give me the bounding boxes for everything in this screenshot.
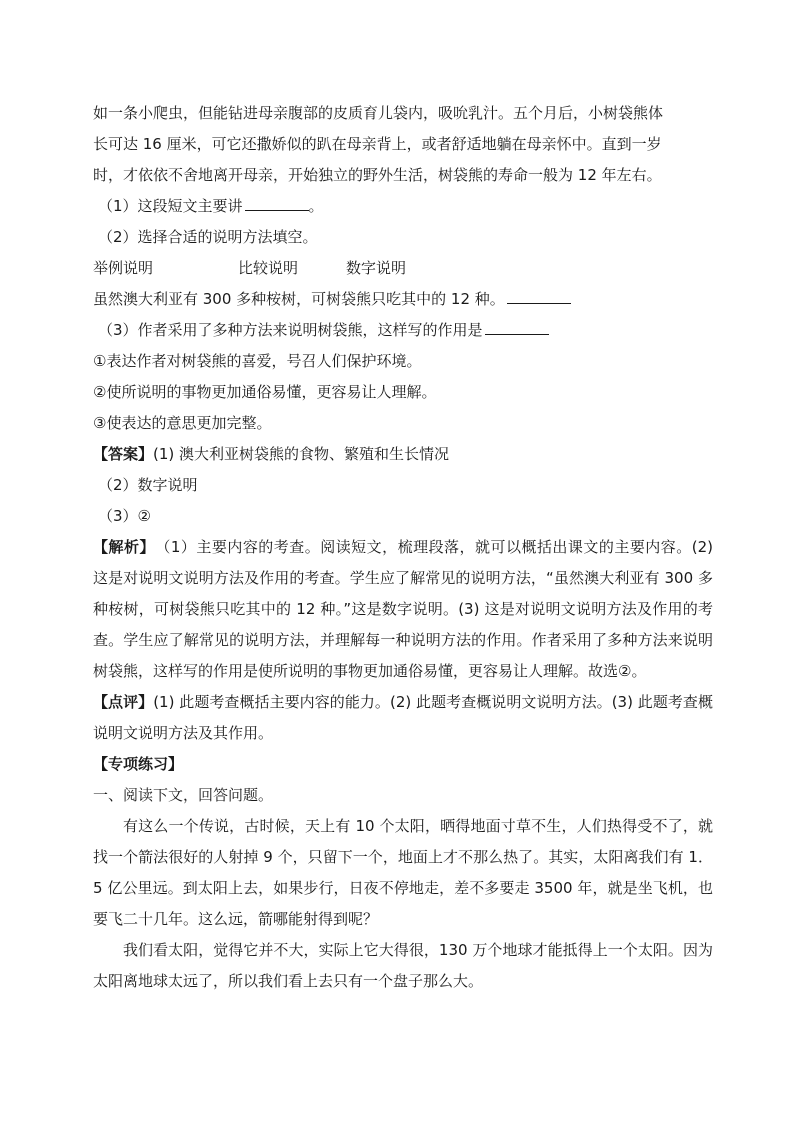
question-3 [93,315,713,346]
question-2: （2）选择合适的说明方法填空。 [98,228,318,246]
choice-3: ③使表达的意思更加完整。 [93,414,272,432]
passage-line: 时，才依依不舍地离开母亲，开始独立的野外生活，树袋熊的寿命一般为 12 年左右。 [93,166,662,184]
analysis-paragraph [93,532,713,687]
option-comparison: 比较说明 [238,259,299,277]
passage-line: 长可达 16 厘米，可它还撒娇似的趴在母亲背上，或者舒适地躺在母亲怀中。直到一岁 [93,135,662,153]
question-1-text: （1）这段短文主要讲 [98,197,243,215]
answer-3: （3）② [98,507,151,525]
question-1 [93,191,713,222]
practice-instruction: 一、阅读下文，回答问题。 [93,786,274,804]
question-3-text: （3）作者采用了多种方法来说明树袋熊，这样写的作用是 [98,321,483,339]
question-1-end: 。 [308,197,324,215]
practice-paragraph-1: 有这么一个传说，古时候，天上有 10 个太阳，晒得地面寸草不生，人们热得受不了，就找一个箭法很好的人射掉 9 个，只留下一个，地面上才不那么热了。其实，太阳离我们有 1．5 亿公里远。到太阳上去，如果步行，日夜不停地走，差不多要走 3500 年，就是坐飞机，也要飞二十几年。这么远，箭哪能射得到呢？ [93,817,713,928]
answer-tag: 【答案】 [93,445,154,463]
comment-paragraph [93,687,713,749]
answer-2: （2）数字说明 [98,476,198,494]
answer-blank [507,289,571,304]
choice-2: ②使所说明的事物更加通俗易懂，更容易让人理解。 [93,383,437,401]
answer-blank [485,320,549,335]
answer-blank [245,196,309,211]
analysis-text: （1）主要内容的考查。阅读短文，梳理段落，就可以概括出课文的主要内容。(2) 这是对说明文说明方法及作用的考查。学生应了解常见的说明方法，“虽然澳大利亚有 300 多种桉树，可树袋熊只吃其中的 12 种。”这是数字说明。(3) 这是对说明文说明方法及作用的考查。学生应了解常见的说明方法，并理解每一种说明方法的作用。作者采用了多种方法来说明树袋熊，这样写的作用是使所说明的事物更加通俗易懂，更容易让人理解。故选②。 [93,538,713,680]
comment-text: (1) 此题考查概括主要内容的能力。(2) 此题考查概说明文说明方法。(3) 此题考查概说明文说明方法及其作用。 [93,693,713,742]
analysis-tag: 【解析】 [93,538,148,556]
question-2-sentence-text: 虽然澳大利亚有 300 多种桉树，可树袋熊只吃其中的 12 种。 [93,290,505,308]
option-example: 举例说明 [93,259,154,277]
question-2-sentence [93,284,713,315]
answer-1: (1) 澳大利亚树袋熊的食物、繁殖和生长情况 [153,445,450,463]
option-numeric: 数字说明 [346,259,407,277]
option-row [93,253,713,284]
practice-heading: 【专项练习】 [93,755,184,773]
practice-paragraph-2: 我们看太阳，觉得它并不大，实际上它大得很，130 万个地球才能抵得上一个太阳。因为太阳离地球太远了，所以我们看上去只有一个盘子那么大。 [93,941,713,990]
choice-1: ①表达作者对树袋熊的喜爱，号召人们保护环境。 [93,352,422,370]
passage-line: 如一条小爬虫，但能钻进母亲腹部的皮质育儿袋内，吸吮乳汁。五个月后，小树袋熊体 [93,104,664,122]
comment-tag: 【点评】 [93,693,154,711]
answer-line-1 [93,439,713,470]
page-content [93,98,713,997]
